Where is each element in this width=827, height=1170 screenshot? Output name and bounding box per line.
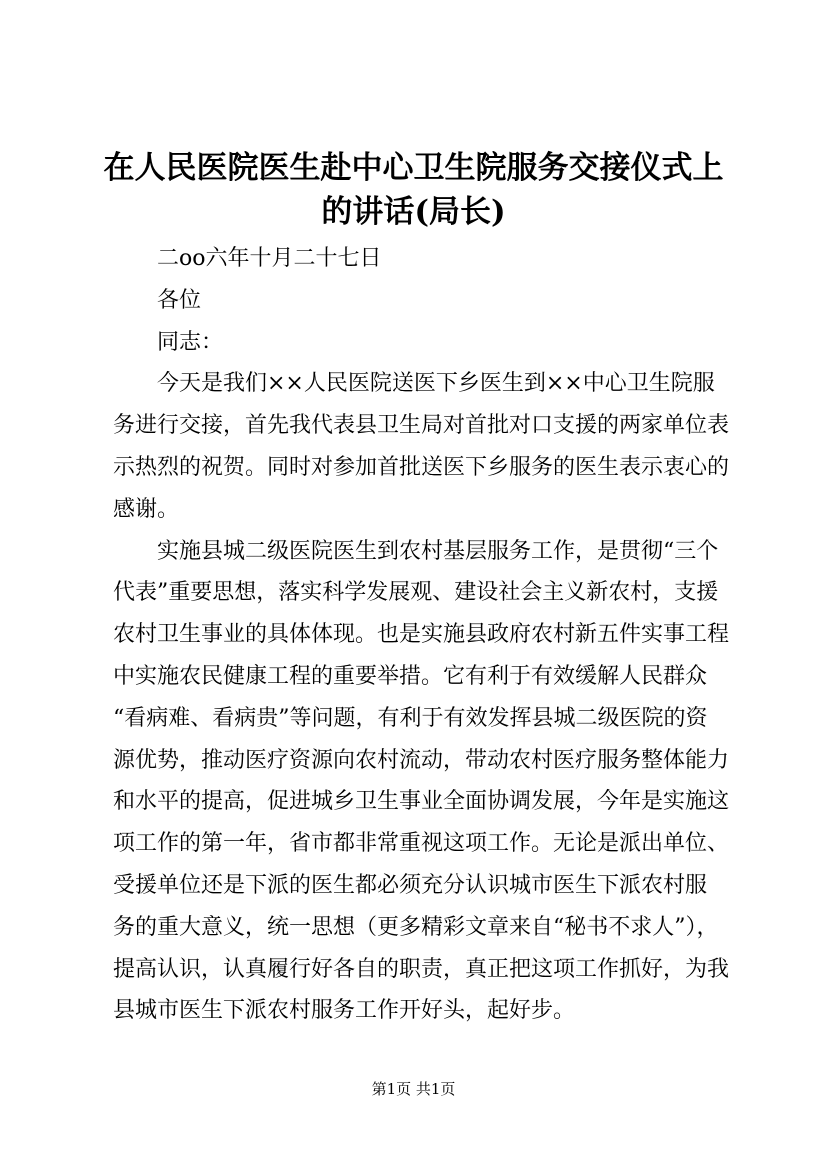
salutation-line-1 — [113, 280, 733, 322]
paragraph-1 — [113, 363, 733, 530]
paragraph-2-line: 代表”重要思想，落实科学发展观、建设社会主义新农村，支援 — [113, 580, 719, 606]
paragraph-1-line: 务进行交接，首先我代表县卫生局对首批对口支援的两家单位表 — [113, 413, 730, 439]
paragraph-1-line: 示热烈的祝贺。同时对参加首批送医下乡服务的医生表示衷心的 — [113, 454, 730, 480]
paragraph-2-line: “看病难、看病贵”等问题，有利于有效发挥县城二级医院的资 — [113, 705, 708, 731]
title-line-2: 的讲话(局长) — [321, 194, 506, 230]
paragraph-2 — [113, 531, 733, 1033]
paragraph-2-line: 中实施农民健康工程的重要举措。它有利于有效缓解人民群众 — [113, 663, 708, 689]
title-line-1: 在人民医院医生赴中心卫生院服务交接仪式上 — [103, 150, 724, 186]
paragraph-2-line: 农村卫生事业的具体体现。也是实施县政府农村新五件实事工程 — [113, 622, 730, 648]
page-number: 第1页 共1页 — [371, 1080, 456, 1098]
paragraph-1-line: 今天是我们××人民医院送医下乡医生到××中心卫生院服 — [157, 371, 715, 397]
paragraph-2-line: 和水平的提高，促进城乡卫生事业全面协调发展，今年是实施这 — [113, 789, 730, 815]
date-line — [113, 238, 733, 280]
document-title — [100, 146, 727, 234]
date-text: 二oo六年十月二十七日 — [157, 246, 382, 271]
paragraph-1-line: 感谢。 — [113, 496, 180, 522]
paragraph-2-line: 受援单位还是下派的医生都必须充分认识城市医生下派农村服 — [113, 872, 708, 898]
paragraph-2-line: 实施县城二级医院医生到农村基层服务工作，是贯彻“三个 — [157, 538, 719, 564]
paragraph-2-line: 县城市医生下派农村服务工作开好头，起好步。 — [113, 998, 576, 1024]
salutation-text-2: 同志： — [157, 329, 224, 355]
paragraph-2-line: 务的重大意义，统一思想（更多精彩文章来自“秘书不求人”）， — [113, 914, 719, 940]
page-footer — [0, 1079, 827, 1099]
document-body — [113, 238, 733, 1032]
salutation-line-2 — [113, 322, 733, 364]
salutation-text-1: 各位 — [157, 287, 202, 313]
paragraph-2-line: 提高认识，认真履行好各自的职责，真正把这项工作抓好，为我 — [113, 956, 730, 982]
paragraph-2-line: 源优势，推动医疗资源向农村流动，带动农村医疗服务整体能力 — [113, 747, 730, 773]
paragraph-2-line: 项工作的第一年，省市都非常重视这项工作。无论是派出单位、 — [113, 831, 730, 857]
